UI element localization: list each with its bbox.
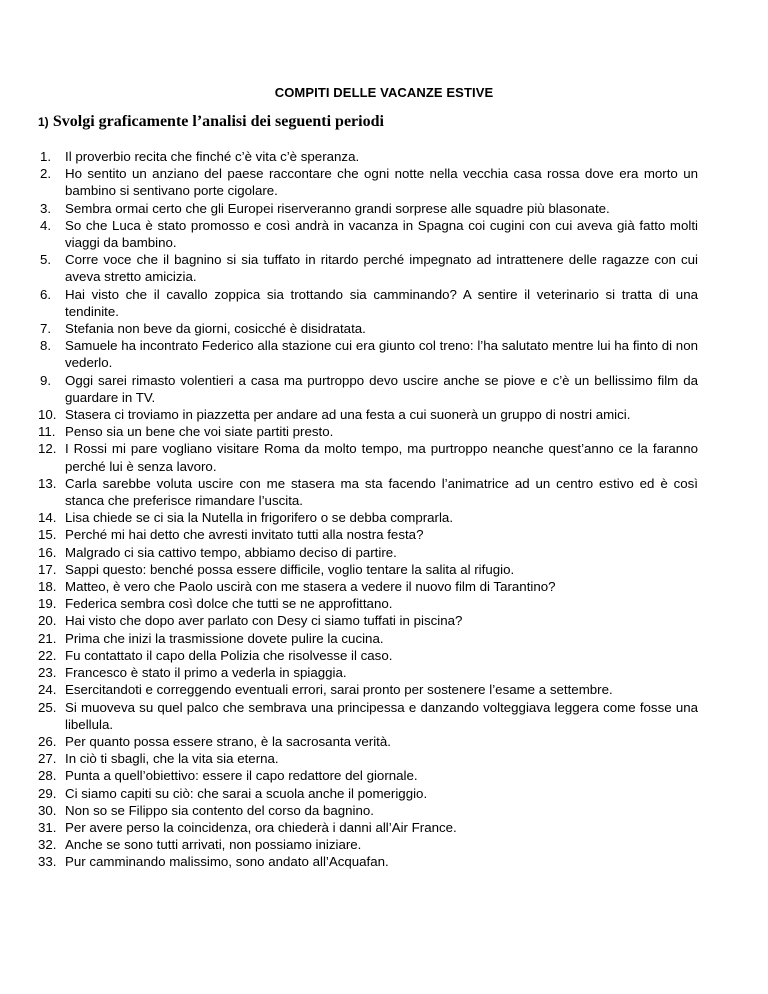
list-item-number: 19.	[38, 596, 57, 612]
list-item	[0, 853, 698, 870]
list-item	[0, 440, 698, 474]
list-item-text: Non so se Filippo sia contento del corso da bagnino.	[65, 802, 374, 818]
list-item	[0, 612, 698, 629]
list-item	[0, 664, 698, 681]
list-item	[0, 647, 698, 664]
list-item-text: Hai visto che dopo aver parlato con Desy ci siamo tuffati in piscina?	[65, 613, 463, 629]
list-item-text: Fu contattato il capo della Polizia che risolvesse il caso.	[65, 647, 393, 663]
list-item-number: 4.	[40, 217, 52, 233]
list-item-number: 3.	[40, 200, 52, 216]
list-item-text: Corre voce che il bagnino si sia tuffato in ritardo perché impegnato ad intrattenere delle ragazze con cui aveva stretto amicizia.	[65, 252, 698, 285]
list-item-text: So che Luca è stato promosso e così andrà in vacanza in Spagna coi cugini con cui aveva già fatto molti viaggi da bambino.	[65, 217, 698, 251]
list-item-number: 12.	[38, 441, 57, 457]
list-item	[0, 217, 698, 251]
list-item	[0, 165, 698, 199]
list-item	[0, 423, 698, 440]
list-item-text: Anche se sono tutti arrivati, non possiamo iniziare.	[65, 837, 362, 853]
list-item	[0, 251, 698, 285]
list-item-text: Stasera ci troviamo in piazzetta per andare ad una festa a cui suonerà un gruppo di nostri amici.	[65, 407, 631, 423]
list-item-text: Per quanto possa essere strano, è la sacrosanta verità.	[65, 733, 391, 749]
list-item-number: 9.	[40, 372, 52, 388]
list-item-text: Il proverbio recita che finché c’è vita c’è speranza.	[65, 149, 360, 164]
list-item	[0, 526, 698, 543]
list-item	[0, 785, 698, 802]
list-item	[0, 320, 698, 337]
list-item-number: 2.	[40, 166, 52, 182]
list-item-text: Penso sia un bene che voi siate partiti presto.	[65, 424, 334, 440]
list-item-text: Sappi questo: benché possa essere difficile, voglio tentare la salita al rifugio.	[65, 561, 515, 577]
list-item	[0, 337, 698, 371]
list-item-number: 5.	[40, 252, 52, 268]
list-item-number: 29.	[38, 785, 57, 801]
list-item	[0, 286, 698, 320]
page-title: COMPITI DELLE VACANZE ESTIVE	[274, 85, 494, 100]
list-item	[0, 148, 698, 165]
list-item-text: Stefania non beve da giorni, cosicché è disidratata.	[65, 321, 366, 337]
list-item-number: 27.	[38, 751, 57, 767]
list-item-text: Si muoveva su quel palco che sembrava una principessa e danzando volteggiava leggera come fosse una libellula.	[65, 699, 698, 732]
list-item-text: Oggi sarei rimasto volentieri a casa ma purtroppo devo uscire anche se piove e c’è un bellissimo film da guardare in TV.	[65, 372, 698, 405]
list-item-text: Ho sentito un anziano del paese raccontare che ogni notte nella vecchia casa rossa dove era morto un bambino si sentivano porte cigolare.	[65, 166, 698, 199]
exercise-list	[0, 148, 768, 871]
list-item	[0, 819, 698, 836]
list-item-number: 23.	[38, 665, 57, 681]
list-item-number: 18.	[38, 579, 57, 595]
list-item-number: 20.	[38, 613, 57, 629]
list-item	[0, 681, 698, 698]
list-item	[0, 630, 698, 647]
list-item-text: Lisa chiede se ci sia la Nutella in frigorifero o se debba comprarla.	[65, 510, 454, 526]
list-item-number: 28.	[38, 768, 57, 784]
list-item	[0, 699, 698, 733]
list-item-number: 8.	[40, 338, 52, 354]
list-item	[0, 750, 698, 767]
list-item-text: Malgrado ci sia cattivo tempo, abbiamo deciso di partire.	[65, 544, 397, 560]
list-item-number: 1.	[40, 149, 52, 164]
list-item-text: Hai visto che il cavallo zoppica sia trottando sia camminando? A sentire il veterinario si tratta di una tendinite.	[65, 286, 698, 319]
list-item-number: 26.	[38, 733, 57, 749]
list-item-number: 33.	[38, 854, 57, 870]
list-item	[0, 544, 698, 561]
list-item-number: 14.	[38, 510, 57, 526]
list-item	[0, 200, 698, 217]
list-item-text: Matteo, è vero che Paolo uscirà con me stasera a vedere il nuovo film di Tarantino?	[65, 579, 556, 595]
list-item-text: Francesco è stato il primo a vederla in spiaggia.	[65, 665, 347, 681]
list-item-text: Sembra ormai certo che gli Europei riserveranno grandi sorprese alle squadre più blasonate.	[65, 200, 610, 216]
list-item-text: I Rossi mi pare vogliano visitare Roma da molto tempo, ma purtroppo neanche quest’anno ce la faranno perché lui è senza lavoro.	[65, 441, 698, 474]
list-item-text: Carla sarebbe voluta uscire con me stasera ma sta facendo l’animatrice ad un centro estivo ed è così stanca che preferisce rimandare l’uscita.	[65, 475, 698, 509]
list-item	[0, 767, 698, 784]
list-item	[0, 595, 698, 612]
list-item-number: 7.	[40, 321, 52, 337]
list-item	[0, 578, 698, 595]
section-heading	[38, 113, 384, 131]
list-item-number: 32.	[38, 837, 57, 853]
list-item-number: 24.	[38, 682, 57, 698]
list-item-number: 11.	[38, 424, 56, 440]
list-item-text: Pur camminando malissimo, sono andato all’Acquafan.	[65, 854, 389, 870]
list-item	[0, 802, 698, 819]
list-item-number: 10.	[38, 407, 57, 423]
list-item-number: 13.	[38, 475, 57, 491]
list-item-number: 31.	[38, 819, 57, 835]
list-item-number: 16.	[38, 544, 57, 560]
list-item-text: Perché mi hai detto che avresti invitato tutti alla nostra festa?	[65, 527, 424, 543]
list-item	[0, 372, 698, 406]
section-heading-text: Svolgi graficamente l’analisi dei seguenti periodi	[52, 113, 384, 130]
list-item	[0, 406, 698, 423]
list-item-text: Esercitandoti e correggendo eventuali errori, sarai pronto per sostenere l’esame a settembre.	[65, 682, 613, 698]
list-item-text: Per avere perso la coincidenza, ora chiederà i danni all’Air France.	[65, 819, 457, 835]
list-item-number: 17.	[38, 561, 57, 577]
list-item-text: Ci siamo capiti su ciò: che sarai a scuola anche il pomeriggio.	[65, 785, 428, 801]
list-item-text: Prima che inizi la trasmissione dovete pulire la cucina.	[65, 630, 384, 646]
list-item	[0, 836, 698, 853]
list-item-number: 30.	[38, 802, 57, 818]
list-item-number: 21.	[38, 630, 57, 646]
list-item-number: 25.	[38, 699, 57, 715]
list-item-number: 22.	[38, 647, 57, 663]
list-item-text: Punta a quell’obiettivo: essere il capo redattore del giornale.	[65, 768, 418, 784]
list-item-number: 15.	[38, 527, 57, 543]
list-item	[0, 509, 698, 526]
list-item-text: Federica sembra così dolce che tutti se ne approfittano.	[65, 596, 393, 612]
section-number: 1)	[38, 115, 49, 129]
list-item	[0, 561, 698, 578]
list-item-number: 6.	[40, 286, 52, 302]
list-item-text: Samuele ha incontrato Federico alla stazione cui era giunto col treno: l’ha salutato mentre lui ha finto di non vederlo.	[65, 338, 698, 371]
list-item	[0, 475, 698, 509]
list-item-text: In ciò ti sbagli, che la vita sia eterna.	[65, 751, 279, 767]
list-item	[0, 733, 698, 750]
